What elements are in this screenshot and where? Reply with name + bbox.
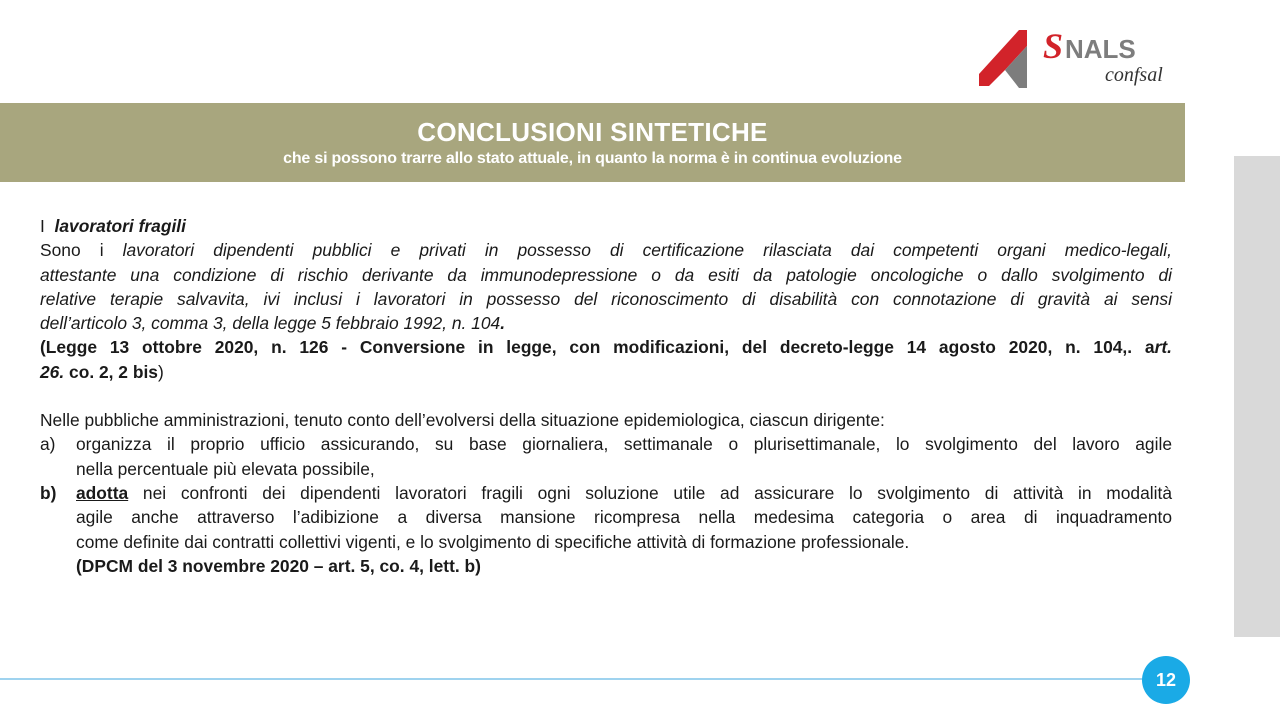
slide-body bbox=[40, 214, 1172, 578]
definition-line-1 bbox=[40, 238, 1172, 262]
emphasized-verb: adotta bbox=[76, 482, 129, 503]
list-marker-b: b) bbox=[40, 482, 57, 503]
heading-prefix: I bbox=[40, 216, 45, 236]
section-heading bbox=[40, 214, 1172, 238]
svg-text:S: S bbox=[1043, 26, 1064, 66]
snals-confsal-logo bbox=[975, 26, 1180, 92]
dpcm-reference: (DPCM del 3 novembre 2020 – art. 5, co. 4, lett. b) bbox=[76, 555, 481, 576]
definition-line-2: attestante una condizione di rischio derivante da immunodepressione o da esiti da patologie oncologiche o dallo svolgimento di bbox=[40, 264, 1172, 285]
definition-text-1: lavoratori dipendenti pubblici e privati in possesso di certificazione rilasciata dai competenti organi medico-legali, bbox=[122, 240, 1172, 261]
footer-divider bbox=[0, 678, 1160, 680]
page-number-badge: 12 bbox=[1142, 656, 1190, 704]
svg-text:NALS: NALS bbox=[1065, 34, 1136, 64]
list-item-a: a) organizza il proprio ufficio assicurando, su base giornaliera, settimanale o plurisettimanale, lo svolgimento del lavoro agile nella percentuale più elevata possibile, bbox=[40, 432, 1172, 481]
legal-reference-line-1: (Legge 13 ottobre 2020, n. 126 - Conversione in legge, con modificazioni, del decreto-legge 14 agosto 2020, n. 104,. art. bbox=[40, 337, 1172, 358]
definition-intro: Sono i bbox=[40, 240, 104, 261]
definition-line-4: dell’articolo 3, comma 3, della legge 5 febbraio 1992, n. 104. bbox=[40, 313, 506, 334]
heading-text: lavoratori fragili bbox=[54, 216, 186, 236]
definition-line-3: relative terapie salvavita, ivi inclusi i lavoratori in possesso del riconoscimento di disabilità con connotazione di gravità ai sensi bbox=[40, 288, 1172, 309]
list-marker-a: a) bbox=[40, 434, 56, 455]
legal-reference-line-2: 26. co. 2, 2 bis) bbox=[40, 361, 164, 382]
svg-text:confsal: confsal bbox=[1105, 64, 1163, 86]
title-banner bbox=[0, 103, 1185, 182]
slide-title: CONCLUSIONI SINTETICHE bbox=[417, 117, 768, 147]
slide-subtitle: che si possono trarre allo stato attuale, in quanto la norma è in continua evoluzione bbox=[283, 150, 902, 167]
side-decoration-bar bbox=[1234, 156, 1280, 637]
list-item-b: b) adotta nei confronti dei dipendenti lavoratori fragili ogni soluzione utile ad assicurare lo svolgimento di attività in modalità agile anche attraverso l’adibizione a diversa mansione ricompresa nella medesima categoria o area di inquadramento come definite dai contratti collettivi vigenti, e lo svolgimento di specifiche attività di formazione professionale. (DPCM del 3 novembre 2020 – art. 5, co. 4, lett. b) bbox=[40, 481, 1172, 578]
section2-intro: Nelle pubbliche amministrazioni, tenuto conto dell’evolversi della situazione epidemiologica, ciascun dirigente: bbox=[40, 410, 885, 431]
